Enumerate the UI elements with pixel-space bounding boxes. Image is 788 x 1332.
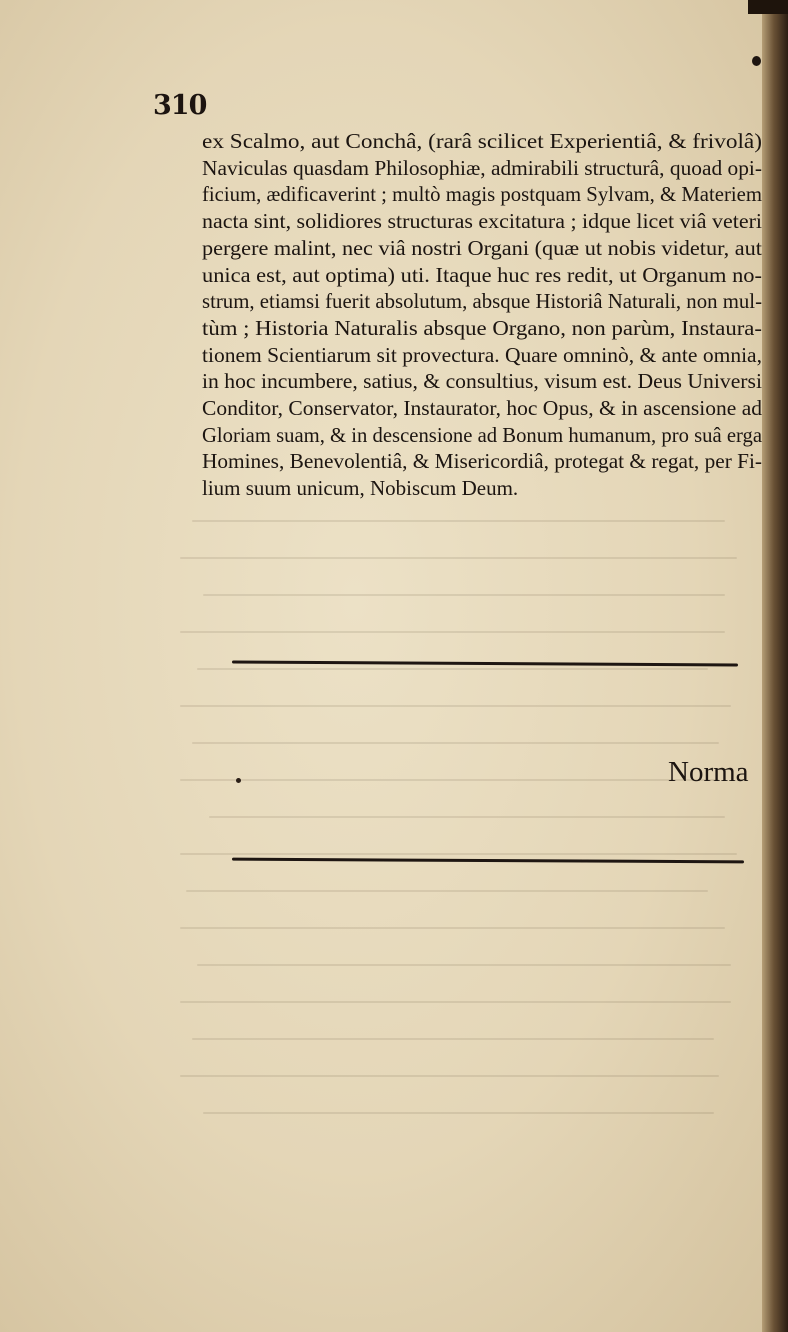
text-line: lium suum unicum, Nobiscum Deum.	[202, 476, 519, 501]
text-line: tionem Scientiarum sit provectura. Quare omninò, & ante omnia,	[202, 342, 763, 367]
text-line: pergere malint, nec viâ nostri Organi (quæ ut nobis videtur, aut	[202, 235, 762, 260]
text-line: ex Scalmo, aut Conchâ, (rarâ scilicet Experientiâ, & frivolâ)	[202, 129, 763, 153]
catchword: Norma	[668, 756, 749, 788]
text-line: Gloriam suam, & in descensione ad Bonum humanum, pro suâ erga	[202, 422, 763, 447]
ink-spot	[752, 56, 761, 66]
body-text	[202, 128, 762, 502]
horizontal-rule-bottom	[232, 858, 744, 864]
binding-gutter	[762, 0, 788, 1332]
text-line: ficium, ædificaverint ; multò magis postquam Sylvam, & Materiem	[202, 182, 763, 207]
text-line: tùm ; Historia Naturalis absque Organo, non parùm, Instaura-	[202, 315, 763, 340]
text-line: Homines, Benevolentiâ, & Misericordiâ, protegat & regat, per Fi-	[202, 449, 763, 474]
text-line: unica est, aut optima) uti. Itaque huc res redit, ut Organum no-	[202, 262, 762, 287]
text-line: Conditor, Conservator, Instaurator, hoc Opus, & in ascensione ad	[202, 396, 762, 421]
text-line: strum, etiamsi fuerit absolutum, absque Historiâ Naturali, non mul-	[202, 289, 763, 314]
text-line: in hoc incumbere, satius, & consultius, visum est. Deus Universi	[202, 369, 762, 394]
text-line: nacta sint, solidiores structuras excitatura ; idque licet viâ veteri	[202, 209, 763, 234]
show-through-text	[180, 520, 760, 1180]
page-number: 310	[153, 90, 207, 121]
ink-dot	[236, 778, 241, 783]
horizontal-rule-top	[232, 660, 738, 666]
text-line: Naviculas quasdam Philosophiæ, admirabili structurâ, quoad opi-	[202, 155, 763, 180]
binding-gutter-top	[748, 0, 788, 14]
